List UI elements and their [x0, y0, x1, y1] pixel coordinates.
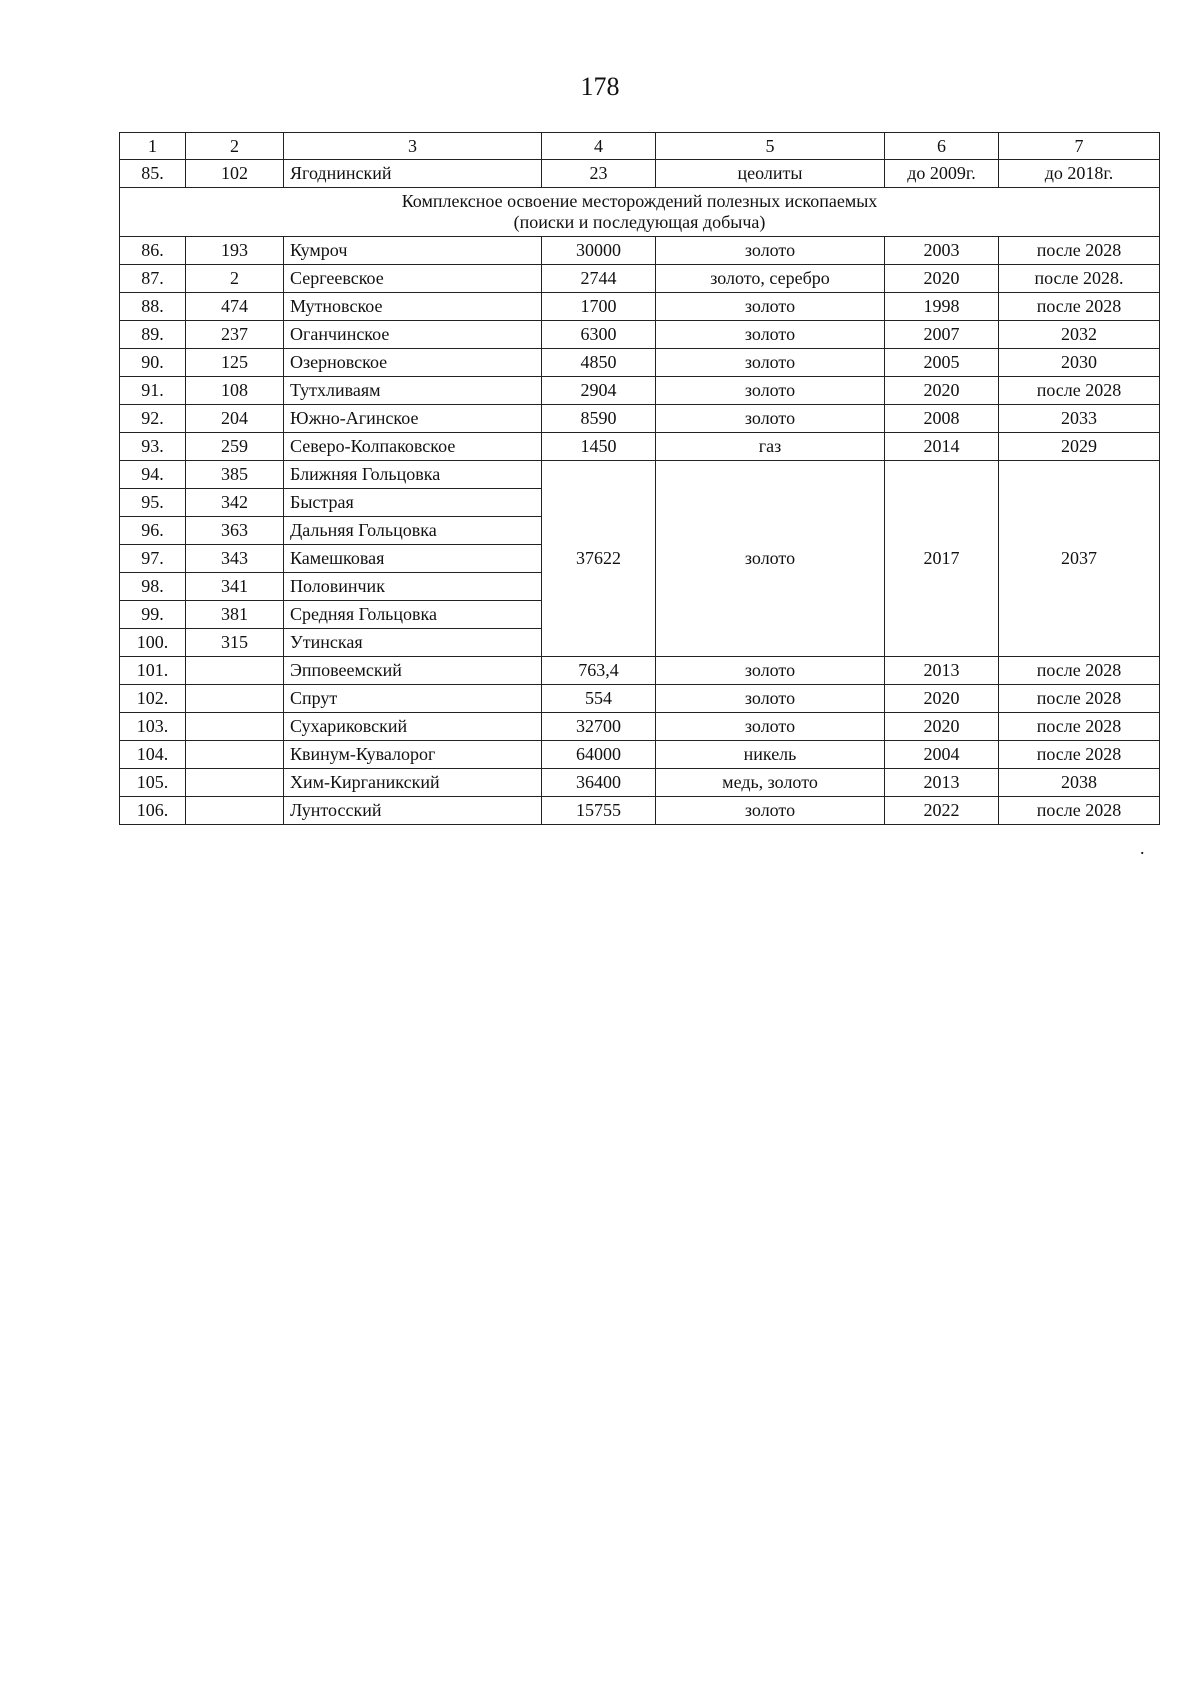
deposit-name: Южно-Агинское: [284, 405, 542, 433]
end-year: после 2028: [999, 237, 1160, 265]
end-year: 2030: [999, 349, 1160, 377]
row-number: 88.: [120, 293, 186, 321]
start-year: 2013: [885, 769, 999, 797]
table-row: [120, 657, 1160, 685]
row-number: 101.: [120, 657, 186, 685]
deposit-name: Утинская: [284, 629, 542, 657]
deposit-code: 108: [186, 377, 284, 405]
column-number: 3: [284, 133, 542, 160]
mineral-type: золото: [656, 237, 885, 265]
start-year: 2020: [885, 265, 999, 293]
stray-dot: .: [1140, 838, 1145, 858]
deposit-amount: 36400: [542, 769, 656, 797]
deposit-code: [186, 657, 284, 685]
deposit-name: Эпповеемский: [284, 657, 542, 685]
deposit-amount: 6300: [542, 321, 656, 349]
deposit-amount: 763,4: [542, 657, 656, 685]
deposit-name: Северо-Колпаковское: [284, 433, 542, 461]
deposit-amount: 64000: [542, 741, 656, 769]
start-year: 2013: [885, 657, 999, 685]
start-year: 2008: [885, 405, 999, 433]
deposit-code: [186, 741, 284, 769]
table-row: [120, 685, 1160, 713]
row-number: 104.: [120, 741, 186, 769]
table-row: [120, 377, 1160, 405]
deposit-code: 204: [186, 405, 284, 433]
column-number: 1: [120, 133, 186, 160]
start-year: 2022: [885, 797, 999, 825]
deposit-code: [186, 797, 284, 825]
section-title: [120, 188, 1160, 237]
section-row: [120, 188, 1160, 237]
row-number: 89.: [120, 321, 186, 349]
end-year: после 2028.: [999, 265, 1160, 293]
mineral-type: медь, золото: [656, 769, 885, 797]
end-year: 2029: [999, 433, 1160, 461]
deposit-code: 381: [186, 601, 284, 629]
column-number: 4: [542, 133, 656, 160]
end-year: 2033: [999, 405, 1160, 433]
deposit-amount: 2744: [542, 265, 656, 293]
deposit-amount: 4850: [542, 349, 656, 377]
deposit-name: Озерновское: [284, 349, 542, 377]
deposit-code: 125: [186, 349, 284, 377]
deposit-name: Ягоднинский: [284, 160, 542, 188]
table-row: [120, 349, 1160, 377]
row-number: 102.: [120, 685, 186, 713]
deposit-amount: 1450: [542, 433, 656, 461]
table-row: [120, 160, 1160, 188]
deposit-code: 385: [186, 461, 284, 489]
row-number: 99.: [120, 601, 186, 629]
row-number: 103.: [120, 713, 186, 741]
table-row: [120, 405, 1160, 433]
deposit-amount: 1700: [542, 293, 656, 321]
row-number: 106.: [120, 797, 186, 825]
row-number: 95.: [120, 489, 186, 517]
deposit-code: 237: [186, 321, 284, 349]
end-year: после 2028: [999, 293, 1160, 321]
mineral-type: золото: [656, 377, 885, 405]
mineral-type: золото: [656, 685, 885, 713]
start-year: до 2009г.: [885, 160, 999, 188]
deposit-name: Тутхливаям: [284, 377, 542, 405]
start-year: 2017: [885, 461, 999, 657]
column-number: 2: [186, 133, 284, 160]
deposit-code: 259: [186, 433, 284, 461]
table-row: [120, 265, 1160, 293]
mineral-type: золото: [656, 797, 885, 825]
deposit-code: 474: [186, 293, 284, 321]
row-number: 92.: [120, 405, 186, 433]
deposit-name: Половинчик: [284, 573, 542, 601]
deposit-code: [186, 685, 284, 713]
mineral-type: золото: [656, 713, 885, 741]
row-number: 97.: [120, 545, 186, 573]
start-year: 2003: [885, 237, 999, 265]
mineral-type: никель: [656, 741, 885, 769]
deposit-code: 102: [186, 160, 284, 188]
table-row: [120, 237, 1160, 265]
column-number-row: [120, 133, 1160, 160]
deposit-amount: 23: [542, 160, 656, 188]
deposit-code: 363: [186, 517, 284, 545]
table-row: [120, 713, 1160, 741]
row-number: 96.: [120, 517, 186, 545]
deposit-code: 343: [186, 545, 284, 573]
column-number: 5: [656, 133, 885, 160]
end-year: после 2028: [999, 657, 1160, 685]
end-year: после 2028: [999, 741, 1160, 769]
mineral-type: золото: [656, 405, 885, 433]
mineral-type: золото: [656, 657, 885, 685]
deposit-amount: 2904: [542, 377, 656, 405]
start-year: 2005: [885, 349, 999, 377]
start-year: 1998: [885, 293, 999, 321]
deposit-amount: 8590: [542, 405, 656, 433]
row-number: 85.: [120, 160, 186, 188]
deposit-name: Средняя Гольцовка: [284, 601, 542, 629]
deposit-name: Быстрая: [284, 489, 542, 517]
deposit-name: Спрут: [284, 685, 542, 713]
start-year: 2004: [885, 741, 999, 769]
start-year: 2014: [885, 433, 999, 461]
mineral-type: золото: [656, 461, 885, 657]
deposit-code: 315: [186, 629, 284, 657]
deposit-name: Сухариковский: [284, 713, 542, 741]
deposit-amount: 30000: [542, 237, 656, 265]
deposit-name: Ближняя Гольцовка: [284, 461, 542, 489]
column-number: 6: [885, 133, 999, 160]
deposit-name: Кумроч: [284, 237, 542, 265]
table-row: [120, 293, 1160, 321]
deposit-code: 2: [186, 265, 284, 293]
deposit-name: Мутновское: [284, 293, 542, 321]
deposit-amount: 37622: [542, 461, 656, 657]
deposit-name: Квинум-Кувалорог: [284, 741, 542, 769]
deposit-name: Лунтосский: [284, 797, 542, 825]
deposit-code: 342: [186, 489, 284, 517]
end-year: после 2028: [999, 797, 1160, 825]
end-year: после 2028: [999, 713, 1160, 741]
table-row: [120, 741, 1160, 769]
start-year: 2007: [885, 321, 999, 349]
deposit-name: Хим-Кирганикский: [284, 769, 542, 797]
row-number: 105.: [120, 769, 186, 797]
section-title-line: Комплексное освоение месторождений полезных ископаемых: [401, 191, 878, 211]
row-number: 94.: [120, 461, 186, 489]
deposits-table: [119, 132, 1160, 825]
end-year: после 2028: [999, 685, 1160, 713]
end-year: после 2028: [999, 377, 1160, 405]
column-number: 7: [999, 133, 1160, 160]
row-number: 90.: [120, 349, 186, 377]
mineral-type: золото: [656, 321, 885, 349]
start-year: 2020: [885, 377, 999, 405]
mineral-type: золото: [656, 349, 885, 377]
start-year: 2020: [885, 685, 999, 713]
mineral-type: цеолиты: [656, 160, 885, 188]
page-number: 178: [580, 72, 620, 101]
deposit-name: Сергеевское: [284, 265, 542, 293]
end-year: 2038: [999, 769, 1160, 797]
start-year: 2020: [885, 713, 999, 741]
deposit-amount: 32700: [542, 713, 656, 741]
deposit-name: Камешковая: [284, 545, 542, 573]
row-number: 91.: [120, 377, 186, 405]
table-row: [120, 433, 1160, 461]
end-year: до 2018г.: [999, 160, 1160, 188]
row-number: 93.: [120, 433, 186, 461]
deposit-amount: 15755: [542, 797, 656, 825]
deposit-code: 193: [186, 237, 284, 265]
end-year: 2037: [999, 461, 1160, 657]
mineral-type: золото, серебро: [656, 265, 885, 293]
row-number: 87.: [120, 265, 186, 293]
table-row: [120, 321, 1160, 349]
deposit-name: Дальняя Гольцовка: [284, 517, 542, 545]
row-number: 98.: [120, 573, 186, 601]
table-row: [120, 797, 1160, 825]
row-number: 100.: [120, 629, 186, 657]
deposit-amount: 554: [542, 685, 656, 713]
row-number: 86.: [120, 237, 186, 265]
deposit-name: Оганчинское: [284, 321, 542, 349]
deposit-code: 341: [186, 573, 284, 601]
section-title-line: (поиски и последующая добыча): [513, 212, 766, 232]
end-year: 2032: [999, 321, 1160, 349]
mineral-type: золото: [656, 293, 885, 321]
table-row: [120, 769, 1160, 797]
deposit-code: [186, 713, 284, 741]
deposit-code: [186, 769, 284, 797]
mineral-type: газ: [656, 433, 885, 461]
table-row: [120, 461, 1160, 489]
